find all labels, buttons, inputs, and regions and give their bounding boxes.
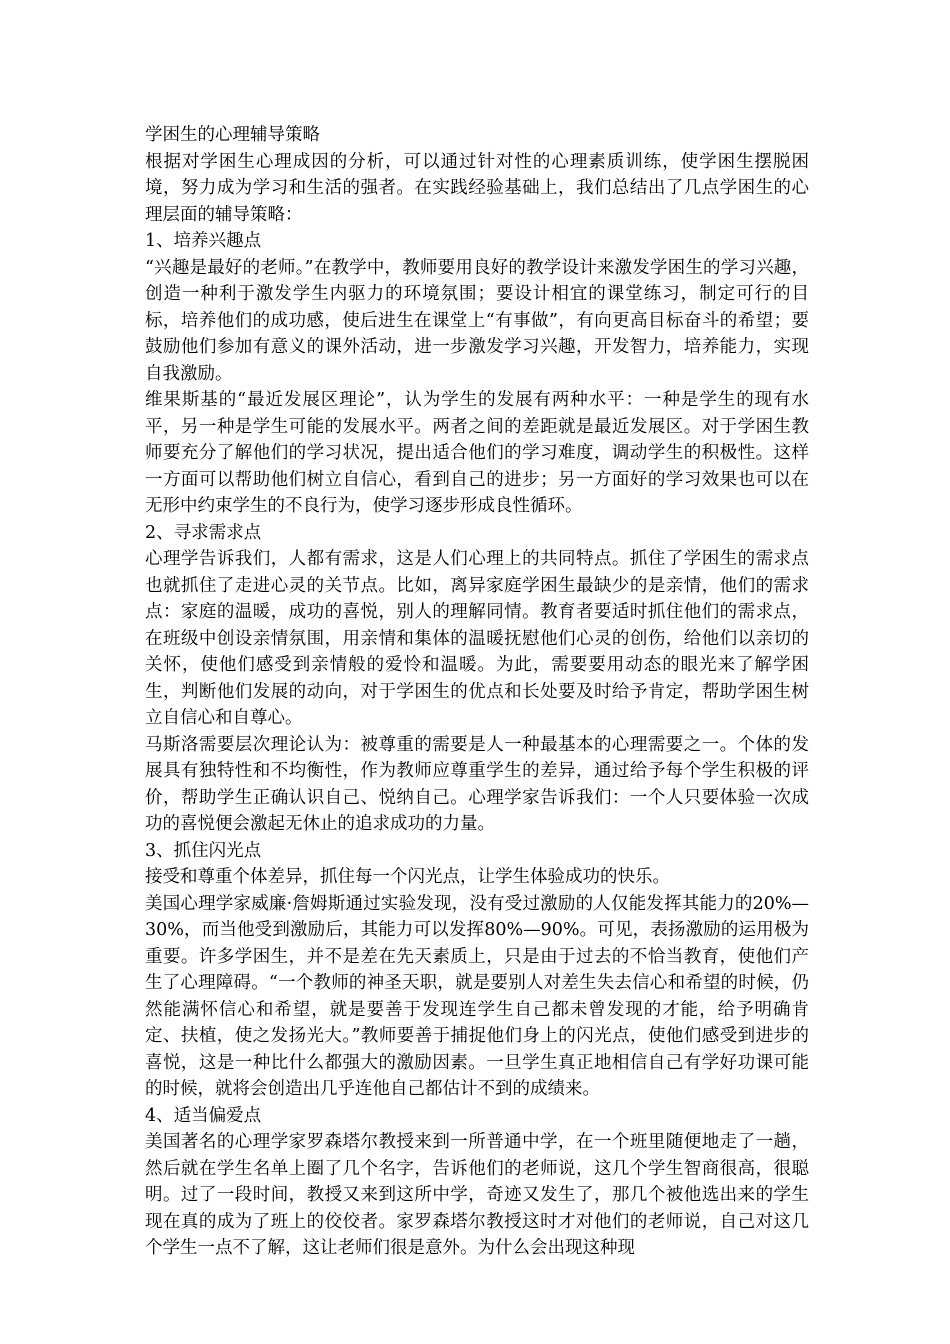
intro-paragraph: 根据对学困生心理成因的分析，可以通过针对性的心理素质训练，使学困生摆脱困境，努力成为学习和生活的强者。在实践经验基础上，我们总结出了几点学困生的心理层面的辅导策略： [145, 151, 809, 225]
section-heading: 3、抓住闪光点 [145, 840, 262, 861]
document-title: 学困生的心理辅导策略 [145, 125, 320, 145]
section-heading: 4、适当偏爱点 [145, 1105, 262, 1126]
body-paragraph: 美国著名的心理学家罗森塔尔教授来到一所普通中学，在一个班里随便地走了一趟，然后就在学生名单上圈了几个名字，告诉他们的老师说，这几个学生智商很高，很聪明。过了一段时间，教授又来到这所中学，奇迹又发生了，那几个被他选出来的学生现在真的成为了班上的佼佼者。家罗森塔尔教授这时才对他们的老师说，自己对这几个学生一点不了解，这让老师们很是意外。为什么会出现这种现 [145, 1132, 809, 1258]
body-paragraph: “兴趣是最好的老师。”在教学中，教师要用良好的教学设计来激发学困生的学习兴趣，创造一种利于激发学生内驱力的环境氛围；要设计相宜的课堂练习，制定可行的目标，培养他们的成功感，使后进生在课堂上“有事做”，有向更高目标奋斗的希望；要鼓励他们参加有意义的课外活动，进一步激发学习兴趣，开发智力，培养能力，实现自我激励。 [145, 257, 809, 384]
body-paragraph: 心理学告诉我们，人都有需求，这是人们心理上的共同特点。抓住了学困生的需求点也就抓住了走进心灵的关节点。比如，离异家庭学困生最缺少的是亲情，他们的需求点：家庭的温暖，成功的喜悦，别人的理解同情。教育者要适时抓住他们的需求点，在班级中创设亲情氛围，用亲情和集体的温暖抚慰他们心灵的创伤，给他们以亲切的关怀，使他们感受到亲情般的爱怜和温暖。为此，需要要用动态的眼光来了解学困生，判断他们发展的动向，对于学困生的优点和长处要及时给予肯定，帮助学困生树立自信心和自尊心。 [145, 549, 809, 728]
section-heading: 1、培养兴趣点 [145, 231, 262, 251]
body-paragraph: 美国心理学家威廉·詹姆斯通过实验发现，没有受过激励的人仅能发挥其能力的20%—30%，而当他受到激励后，其能力可以发挥80%—90%。可见，表扬激励的运用极为重要。许多学困生，并不是差在先天素质上，只是由于过去的不恰当教育，使他们产生了心理障碍。“一个教师的神圣天职，就是要别人对差生失去信心和希望的时候，仍然能满怀信心和希望，就是要善于发现连学生自己都未曾发现的才能，给予明确肯定、扶植，使之发扬光大。”教师要善于捕捉他们身上的闪光点，使他们感受到进步的喜悦，这是一种比什么都强大的激励因素。一旦学生真正地相信自己有学好功课可能的时候，就将会创造出几乎连他自己都估计不到的成绩来。 [145, 893, 809, 1099]
section-heading: 2、寻求需求点 [145, 522, 262, 543]
document-page [145, 122, 809, 1262]
body-paragraph: 马斯洛需要层次理论认为：被尊重的需要是人一种最基本的心理需要之一。个体的发展具有独特性和不均衡性，作为教师应尊重学生的差异，通过给予每个学生积极的评价，帮助学生正确认识自己、悦纳自己。心理学家告诉我们：一个人只要体验一次成功的喜悦便会激起无休止的追求成功的力量。 [145, 734, 809, 834]
body-paragraph: 接受和尊重个体差异，抓住每一个闪光点，让学生体验成功的快乐。 [145, 867, 670, 887]
body-paragraph: 维果斯基的“最近发展区理论”，认为学生的发展有两种水平：一种是学生的现有水平，另一种是学生可能的发展水平。两者之间的差距就是最近发展区。对于学困生教师要充分了解他们的学习状况，提出适合他们的学习难度，调动学生的积极性。这样一方面可以帮助他们树立自信心，看到自己的进步；另一方面好的学习效果也可以在无形中约束学生的不良行为，使学习逐步形成良性循环。 [145, 390, 809, 516]
